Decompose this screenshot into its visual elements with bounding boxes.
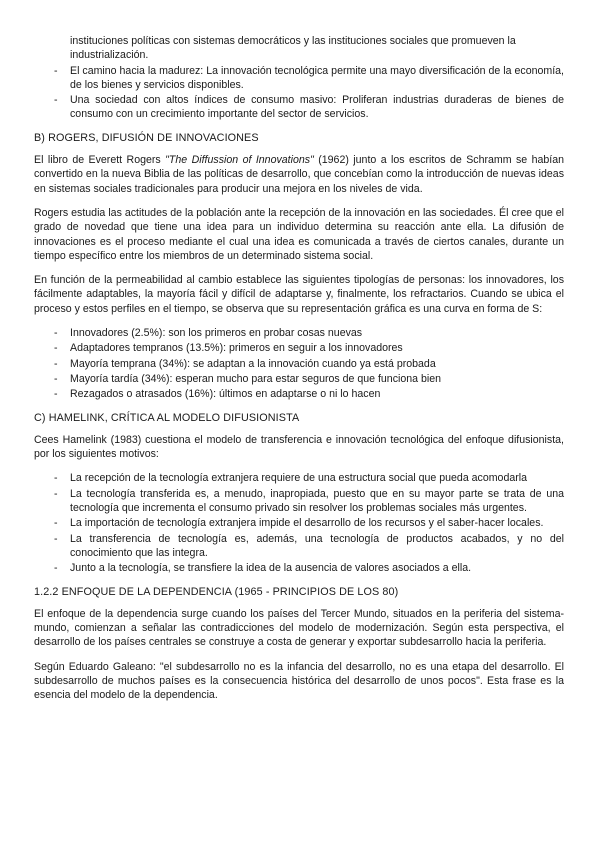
bullet-dash: - [54, 472, 58, 485]
bullet-dash: - [54, 342, 58, 355]
list-item: - El camino hacia la madurez: La innovación tecnológica permite una mayo diversificación de la economía, de los bienes y servicios disponibles. [54, 64, 564, 91]
book-title: "The Diffussion of Innovations" [165, 154, 314, 167]
list-item: - La importación de tecnología extranjera impide el desarrollo de los recursos y el saber-hacer locales. [54, 517, 544, 530]
bullet-dash: - [54, 64, 58, 77]
section-heading-rogers: B) ROGERS, DIFUSIÓN DE INNOVACIONES [34, 131, 259, 144]
list-item: - Una sociedad con altos índices de consumo masivo: Proliferan industrias duraderas de bienes de consumo con un crecimiento importante del sector de servicios. [54, 94, 564, 121]
adopter-list [34, 326, 564, 401]
list-item: - Rezagados o atrasados (16%): últimos en adaptarse o ni lo hacen [54, 388, 381, 401]
list-item: - Adaptadores tempranos (13.5%): primeros en seguir a los innovadores [54, 342, 403, 355]
list-item: - Mayoría temprana (34%): se adaptan a la innovación cuando ya está probada [54, 357, 436, 370]
paragraph: El libro de Everett Rogers "The Diffussion of Innovations" (1962) junto a los escritos de Schramm se habían convertido en la nueva Biblia de las políticas de desarrollo, que concebían como la introducción de nuevas ideas en sistemas sociales tradicionales para producir una mejora en los niveles de vida. [34, 154, 565, 195]
bullet-dash: - [54, 562, 58, 575]
paragraph: Rogers estudia las actitudes de la población ante la recepción de la innovación en las sociedades. Él cree que el grado de novedad que tiene una idea para un individuo determina su reacción ante ella. La difusión de innovaciones es el proceso mediante el cual una idea es comunicada a través de ciertos canales, durante un tiempo específico entre los miembros de un determinado sistema social. [34, 206, 564, 262]
list-item-continuation: instituciones políticas con sistemas democráticos y las instituciones sociales que promueven la industrialización. [70, 35, 516, 62]
bullet-dash: - [54, 94, 58, 107]
critique-list [34, 471, 564, 575]
list-item: - La transferencia de tecnología es, además, una tecnología de productos acabados, y no del conocimiento que las integra. [54, 532, 564, 559]
paragraph: En función de la permeabilidad al cambio establece las siguientes tipologías de personas: los innovadores, los fácilmente adaptables, la mayoría fácil y difícil de adaptarse y, finalmente, los refractarios. Cuando se ubica el proceso y estos perfiles en el tiempo, se observa que su representación gráfica es una curva en forma de S: [34, 274, 564, 315]
bullet-dash: - [54, 357, 58, 370]
section-heading-hamelink: C) HAMELINK, CRÍTICA AL MODELO DIFUSIONISTA [34, 411, 300, 424]
bullet-dash: - [54, 327, 58, 340]
paragraph: Cees Hamelink (1983) cuestiona el modelo de transferencia e innovación tecnológica del enfoque difusionista, por los siguientes motivos: [34, 433, 564, 461]
bullet-dash: - [54, 388, 58, 401]
paragraph: Según Eduardo Galeano: "el subdesarrollo no es la infancia del desarrollo, no es una etapa del desarrollo. El subdesarrollo de muchos países es la consecuencia histórica del desarrollo de unos pocos". Esta frase es la esencia del modelo de la dependencia. [34, 660, 564, 702]
list-item: - La tecnología transferida es, a menudo, inapropiada, puesto que en su mayor parte se trata de una tecnología que incrementa el consumo privado sin resolver los problemas sociales más urgentes. [54, 487, 564, 515]
bullet-dash: - [54, 372, 58, 385]
list-item: - Innovadores (2.5%): son los primeros en probar cosas nuevas [54, 327, 363, 340]
document-page [34, 34, 564, 713]
bullet-dash: - [54, 517, 58, 530]
list-item: - Mayoría tardía (34%): esperan mucho para estar seguros de que funciona bien [54, 372, 441, 385]
bullet-dash: - [54, 532, 58, 545]
bullet-dash: - [54, 487, 58, 500]
intro-list [34, 64, 564, 122]
list-item: - Junto a la tecnología, se transfiere la idea de la ausencia de valores asociados a ella. [54, 562, 472, 575]
section-heading-dependencia: 1.2.2 ENFOQUE DE LA DEPENDENCIA (1965 - PRINCIPIOS DE LOS 80) [34, 585, 399, 598]
list-item: - La recepción de la tecnología extranjera requiere de una estructura social que pueda acomodarla [54, 472, 528, 485]
paragraph: El enfoque de la dependencia surge cuando los países del Tercer Mundo, situados en la periferia del sistema-mundo, comienzan a señalar las contradicciones del modelo de modernización. Según esta perspectiva, el desarrollo de los países centrales se construye a costa de generar y exportar subdesarrollo hacia la periferia. [34, 607, 564, 649]
